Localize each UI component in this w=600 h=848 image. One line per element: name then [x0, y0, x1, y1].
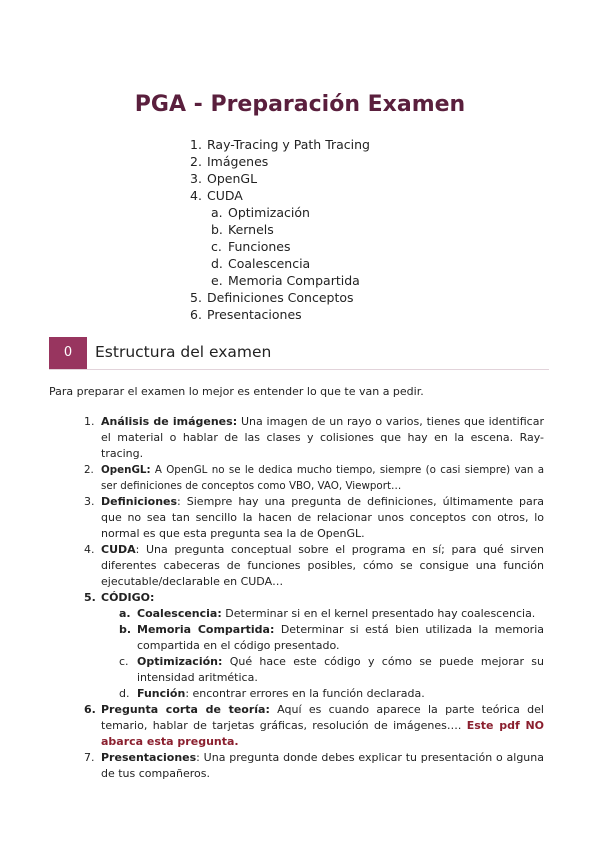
- sublist-item: c. Optimización: Qué hace este código y cómo se puede mejorar su intensidad aritmética.: [119, 655, 544, 684]
- toc-item: 5. Definiciones Conceptos: [190, 290, 354, 305]
- toc-subitem: d. Coalescencia: [211, 256, 311, 271]
- code-sublist: [101, 606, 544, 702]
- list-item: 6. Pregunta corta de teoría: Aquí es cuando aparece la parte teórica del temario, hablar de tarjetas gráficas, resolución de imágenes…. Este pdf NO abarca esta pregunta.: [84, 703, 545, 748]
- table-of-contents: [190, 136, 450, 323]
- highlight-note: Este pdf NO abarca esta pregunta.: [101, 719, 545, 748]
- page-title: PGA - Preparación Examen: [134, 92, 466, 117]
- toc-item: 4. CUDA: [190, 188, 243, 203]
- list-item: 3. Definiciones: Siempre hay una pregunta de definiciones, últimamente para que no sea tan sencillo la hacen de relacionar unos conceptos con otros, lo normal es que esta pregunta sea la de OpenGL.: [84, 495, 544, 540]
- section-title: Estructura del examen: [95, 343, 272, 361]
- sublist-item: a. Coalescencia: Determinar si en el kernel presentado hay coalescencia.: [119, 607, 536, 620]
- list-item: 1. Análisis de imágenes: Una imagen de un rayo o varios, tienes que identificar el material o hablar de las clases y colisiones que hay en la escena. Ray-tracing.: [84, 415, 544, 460]
- list-item: 5. CÓDIGO: a. Coalescencia: Determinar si en el kernel presentado hay coalescencia. b. Memoria Compartida: Determinar si está bien utilizada la memoria compartida en el código presentado. c. Optimización: Qué hace este código y cómo se puede mejorar su intensidad aritmética. d. Función: encontrar errores en la función declarada.: [84, 591, 545, 700]
- list-item: 4. CUDA: Una pregunta conceptual sobre el programa en sí; para qué sirven diferentes cabeceras de funciones posibles, cómo se consigue una función ejecutable/declarable en CUDA…: [84, 543, 544, 588]
- exam-structure-list: [84, 414, 544, 782]
- toc-item: 3. OpenGL: [190, 171, 258, 186]
- toc-subitem: e. Memoria Compartida: [211, 273, 360, 288]
- intro-paragraph: Para preparar el examen lo mejor es entender lo que te van a pedir.: [49, 385, 424, 398]
- list-item: 2. OpenGL: A OpenGL no se le dedica mucho tiempo, siempre (o casi siempre) van a ser definiciones de conceptos como VBO, VAO, Viewport…: [84, 464, 544, 492]
- section-header: [49, 337, 549, 370]
- toc-subitem: b. Kernels: [211, 222, 274, 237]
- toc-item: 6. Presentaciones: [190, 307, 302, 322]
- toc-subitem: c. Funciones: [211, 239, 291, 254]
- toc-item: 1. Ray-Tracing y Path Tracing: [190, 137, 370, 152]
- toc-subitem: a. Optimización: [211, 205, 310, 220]
- sublist-item: d. Función: encontrar errores en la función declarada.: [119, 687, 425, 700]
- section-number-badge: 0: [49, 337, 87, 369]
- toc-item: 2. Imágenes: [190, 154, 269, 169]
- list-item: 7. Presentaciones: Una pregunta donde debes explicar tu presentación o alguna de tus compañeros.: [84, 751, 544, 780]
- sublist-item: b. Memoria Compartida: Determinar si está bien utilizada la memoria compartida en el código presentado.: [119, 623, 545, 652]
